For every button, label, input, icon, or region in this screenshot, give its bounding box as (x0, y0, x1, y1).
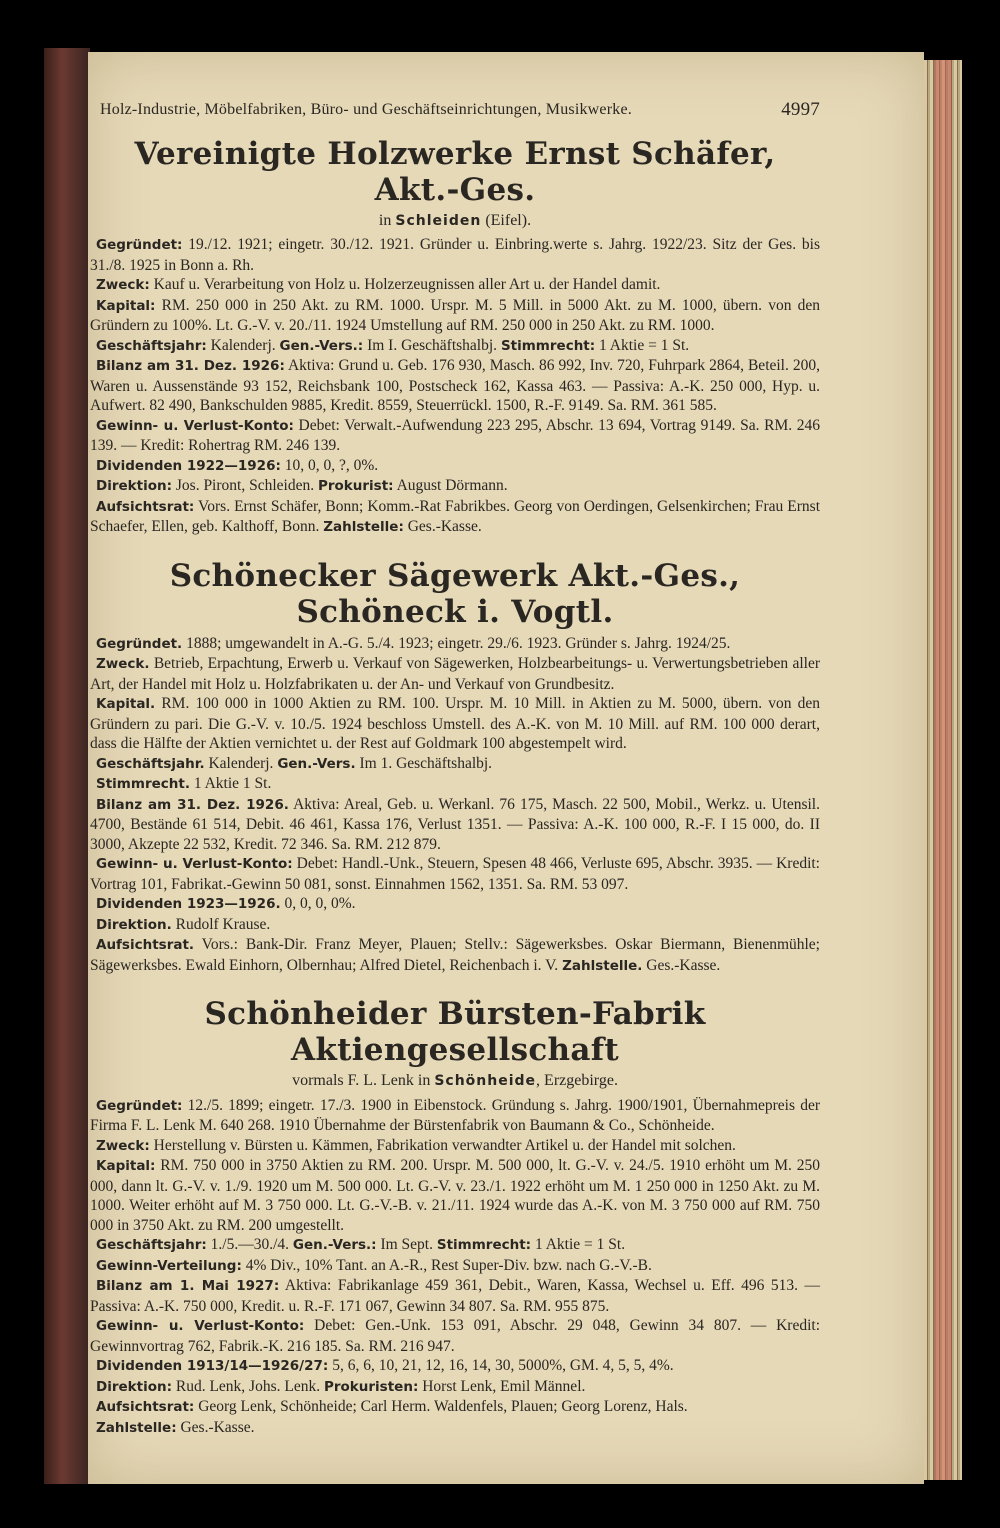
company-location (90, 1071, 820, 1092)
field-key: Geschäftsjahr: (96, 1237, 207, 1253)
field-key: Zahlstelle. (562, 957, 643, 974)
entry-paragraph (90, 774, 820, 795)
field-key: Kapital: (96, 1158, 156, 1174)
entry-paragraph (90, 497, 820, 538)
entry-paragraph (90, 1096, 820, 1136)
entry-paragraph (90, 795, 820, 855)
field-key: Bilanz am 31. Dez. 1926. (96, 796, 289, 813)
entry-paragraph (90, 854, 820, 894)
section-gap (90, 976, 820, 996)
company-title: Schönecker Sägewerk Akt.-Ges., Schöneck i. Vogtl. (169, 557, 741, 630)
entry-paragraph (90, 754, 820, 775)
field-text: Rudolf Krause. (171, 915, 271, 933)
entry-paragraph (90, 1156, 820, 1235)
field-text: Vors.: Bank-Dir. Franz Meyer, Plauen; Stellv.: Sägewerksbes. Oskar Biermann, Bienenmühle; Sägewerksbes. Ewald Einhorn, Olbernhau; Alfred Dietel, Reichenbach i. V. (90, 936, 820, 974)
field-key: Zweck. (96, 656, 150, 672)
entry-paragraph (90, 336, 820, 357)
field-key: Zahlstelle: (96, 1419, 177, 1436)
field-text: RM. 100 000 in 1000 Aktien zu RM. 100. Urspr. M. 10 Mill. in Aktien zu M. 5000, übern. von den Gründern zu pari. Die G.-V. v. 10./5. 1924 beschloss Umstell. des A.-K. von M. 10 Mill. auf RM. 100 000 derart, dass die Hälfte der Aktien vernichtet u. der Rest auf Goldmark 100 abgestempelt wird. (90, 695, 820, 752)
location-suffix: (Eifel). (481, 211, 532, 229)
field-text: 1./5.—30./4. (206, 1236, 293, 1253)
field-key: Gen.-Vers. (277, 755, 356, 772)
entry-paragraph (90, 235, 820, 275)
field-text: Kauf u. Verarbeitung von Holz u. Holzerzeugnissen aller Art u. der Handel damit. (149, 276, 661, 293)
company-entry (90, 976, 820, 1438)
field-text: Horst Lenk, Emil Männel. (418, 1377, 586, 1395)
field-text: Rud. Lenk, Johs. Lenk. (172, 1377, 324, 1395)
company-entries (90, 136, 820, 1439)
field-text: Im I. Geschäftshalbj. (363, 336, 501, 354)
company-location (90, 211, 820, 232)
field-key: Aufsichtsrat: (96, 498, 195, 515)
field-text: Kalenderj. (204, 754, 278, 772)
field-key: Stimmrecht. (96, 776, 190, 792)
entry-paragraph (90, 915, 820, 936)
entry-paragraph (90, 1356, 820, 1377)
field-key: Geschäftsjahr. (96, 755, 205, 772)
field-text: Ges.-Kasse. (642, 956, 721, 974)
field-key: Gewinn- u. Verlust-Konto: (96, 856, 293, 872)
field-text: Debet: Verwalt.-Aufwendung 223 295, Abschr. 13 694, Vortrag 9149. Sa. RM. 246 139. — Kredit: Rohertrag RM. 246 139. (90, 416, 821, 454)
field-text: Im 1. Geschäftshalbj. (355, 754, 493, 772)
field-key: Prokurist: (317, 478, 394, 494)
field-key: Prokuristen: (323, 1378, 419, 1395)
field-key: Zahlstelle: (323, 519, 404, 535)
entry-paragraph (90, 654, 820, 694)
field-key: Gegründet: (96, 1097, 183, 1114)
field-text: 12./5. 1899; eingetr. 17./3. 1900 in Eibenstock. Gründung s. Jahrg. 1900/1901, Übernahmepreis der Firma F. L. Lenk M. 640 268. 1910 Übernahme der Bürstenfabrik von Baumann & Co., Schönheide. (90, 1096, 820, 1134)
field-text: RM. 250 000 in 250 Akt. zu RM. 1000. Urspr. M. 5 Mill. in 5000 Akt. zu M. 1000, übern. von den Gründern zu 100%. Lt. G.-V. v. 20./11. 1924 Umstellung auf RM. 250 000 in 250 Akt. zu RM. 1000. (90, 296, 820, 334)
location-city: Schleiden (395, 212, 482, 229)
field-text: Im Sept. (376, 1236, 437, 1253)
field-key: Kapital: (96, 297, 156, 314)
field-key: Aufsichtsrat. (96, 937, 195, 953)
field-text: Debet: Handl.-Unk., Steuern, Spesen 48 466, Verluste 695, Abschr. 3935. — Kredit: Vortrag 101, Fabrikat.-Gewinn 50 081, sonst. Einnahmen 1562, 1351. Sa. RM. 53 097. (90, 855, 820, 893)
entry-paragraph (90, 275, 820, 296)
red-edge-stain (934, 60, 952, 1480)
company-title: Vereinigte Holzwerke Ernst Schäfer, Akt.-Ges. (134, 135, 776, 208)
field-text: Vors. Ernst Schäfer, Bonn; Komm.-Rat Fabrikbes. Georg von Oerdingen, Gelsenkirchen; Frau Ernst Schaefer, Ellen, geb. Kalthoff, Bonn. (90, 497, 820, 535)
field-text: Betrieb, Erpachtung, Erwerb u. Verkauf von Sägewerken, Holzbearbeitungs- u. Verwertungsbetrieben aller Art, der Handel mit Holz u. Holzfabrikaten u. der An- und Verkauf von Grundbesitz. (90, 655, 820, 693)
entry-paragraph (90, 694, 820, 754)
field-key: Geschäftsjahr: (96, 337, 207, 354)
field-key: Kapital. (96, 696, 156, 712)
field-text: Georg Lenk, Schönheide; Carl Herm. Waldenfels, Plauen; Georg Lorenz, Hals. (194, 1398, 688, 1415)
field-text: Jos. Piront, Schleiden. (172, 477, 318, 494)
field-text: 1 Aktie = 1 St. (595, 336, 690, 354)
field-text: Aktiva: Areal, Geb. u. Werkanl. 76 175, Masch. 22 500, Mobil., Werkz. u. Utensil. 4700, Bestände 61 514, Debit. 46 461, Kassa 176, Verlust 1351. — Passiva: A.-K. 100 000, R.-F. I 15 000, do. II 3000, Akzepte 22 532, Kredit. 72 346. Sa. RM. 212 879. (90, 795, 820, 853)
field-key: Dividenden 1922—1926: (96, 457, 281, 474)
location-prefix: vormals F. L. Lenk in (292, 1072, 435, 1089)
running-head-title: Holz-Industrie, Möbelfabriken, Büro- und Geschäftseinrichtungen, Musikwerke. (100, 101, 632, 118)
entry-paragraph (90, 456, 820, 477)
field-key: Bilanz am 1. Mai 1927: (96, 1278, 280, 1294)
field-text: 5, 6, 6, 10, 21, 12, 16, 14, 30, 5000%, GM. 4, 5, 5, 4%. (328, 1357, 674, 1374)
field-key: Stimmrecht: (436, 1237, 532, 1253)
entry-paragraph (90, 935, 820, 976)
field-text: 10, 0, 0, ?, 0%. (280, 456, 379, 474)
field-text: RM. 750 000 in 3750 Aktien zu RM. 200. Urspr. M. 500 000, lt. G.-V. v. 24./5. 1910 erhöht um M. 250 000, dann lt. G.-V. v. 1./9. 1920 um M. 500 000. Lt. G.-V. v. 23./1. 1922 erhöht um M. 1 250 000 in 1250 Akt. zu M. 1000. Weiter erhöht auf M. 3 750 000. Lt. G.-V.-B. v. 21./11. 1924 wurde das A.-K. von M. 3 750 000 auf RM. 750 000 in 3750 Akt. zu RM. 200 umgestellt. (90, 1157, 820, 1234)
field-text: Ges.-Kasse. (403, 518, 482, 535)
field-text: 1888; umgewandelt in A.-G. 5./4. 1923; eingetr. 29./6. 1923. Gründer s. Jahrg. 1924/25. (182, 634, 731, 652)
field-text: 0, 0, 0, 0%. (280, 895, 356, 912)
field-key: Gen.-Vers.: (279, 337, 364, 354)
field-text: 19./12. 1921; eingetr. 30./12. 1921. Gründer u. Einbring.werte s. Jahrg. 1922/23. Sitz der Ges. bis 31./8. 1925 in Bonn a. Rh. (90, 236, 820, 274)
page-number: 4997 (781, 99, 820, 120)
field-key: Dividenden 1923—1926. (96, 896, 281, 912)
field-key: Bilanz am 31. Dez. 1926: (96, 358, 285, 374)
entry-paragraph (90, 1397, 820, 1418)
field-key: Zweck: (96, 277, 150, 293)
field-key: Gen.-Vers.: (292, 1237, 377, 1253)
field-key: Gegründet. (96, 635, 183, 652)
location-city: Schönheide (434, 1073, 537, 1089)
field-key: Zweck: (96, 1137, 150, 1154)
entry-paragraph (90, 416, 820, 456)
field-key: Direktion: (96, 478, 172, 494)
field-key: Stimmrecht: (500, 337, 596, 354)
field-text: Aktiva: Grund u. Geb. 176 930, Masch. 86 992, Inv. 720, Fuhrpark 2864, Beteil. 200, Waren u. Aussenstände 93 152, Reichsbank 100, Postscheck 162, Kassa 463. — Passiva: A.-K. 250 000, Hyp. u. Aufwert. 82 490, Bankschulden 9885, Kredit. 8559, Steuerrückl. 1500, R.-F. 9149. Sa. RM. 361 585. (90, 357, 820, 414)
field-text: August Dörmann. (393, 477, 508, 494)
field-text: 1 Aktie 1 St. (189, 775, 272, 792)
location-suffix: , Erzgebirge. (536, 1072, 618, 1089)
entry-paragraph (90, 1418, 820, 1439)
company-entry (90, 538, 820, 977)
field-key: Direktion. (96, 916, 172, 933)
field-key: Dividenden 1913/14—1926/27: (96, 1358, 329, 1374)
field-text: Aktiva: Fabrikanlage 459 361, Debit., Waren, Kassa, Wechsel u. Eff. 496 513. — Passiva: A.-K. 750 000, Kredit. u. R.-F. 171 067, Gewinn 34 807. Sa. RM. 955 875. (90, 1277, 820, 1315)
field-key: Gegründet: (96, 237, 183, 253)
field-text: Ges.-Kasse. (176, 1418, 255, 1436)
entry-paragraph (90, 1377, 820, 1398)
field-key: Gewinn-Verteilung: (96, 1257, 242, 1274)
field-key: Aufsichtsrat: (96, 1399, 195, 1415)
field-text: Kalenderj. (206, 336, 280, 354)
field-key: Direktion: (96, 1378, 172, 1395)
entry-paragraph (90, 1316, 820, 1356)
entry-paragraph (90, 1235, 820, 1256)
entry-paragraph (90, 1276, 820, 1316)
field-text: 1 Aktie = 1 St. (531, 1236, 626, 1253)
field-key: Gewinn- u. Verlust-Konto: (96, 417, 294, 434)
entry-paragraph (90, 296, 820, 336)
book-binding (44, 48, 90, 1484)
company-entry (90, 136, 820, 538)
section-gap (90, 538, 820, 558)
entry-paragraph (90, 1136, 820, 1157)
entry-paragraph (90, 1256, 820, 1277)
running-head (90, 100, 820, 120)
field-text: 4% Div., 10% Tant. an A.-R., Rest Super-Div. bzw. nach G.-V.-B. (241, 1256, 652, 1274)
company-title: Schönheider Bürsten-Fabrik Aktiengesellschaft (204, 996, 706, 1068)
field-key: Gewinn- u. Verlust-Konto: (96, 1318, 305, 1334)
location-prefix: in (378, 211, 396, 229)
page-content (90, 100, 820, 1438)
field-text: Debet: Gen.-Unk. 153 091, Abschr. 29 048, Gewinn 34 807. — Kredit: Gewinnvortrag 762, Fabrik.-K. 216 185. Sa. RM. 216 947. (90, 1317, 820, 1355)
entry-paragraph (90, 634, 820, 655)
entry-paragraph (90, 356, 820, 416)
entry-paragraph (90, 894, 820, 915)
field-text: Herstellung v. Bürsten u. Kämmen, Fabrikation verwandter Artikel u. der Handel mit solchen. (149, 1136, 736, 1154)
entry-paragraph (90, 476, 820, 497)
